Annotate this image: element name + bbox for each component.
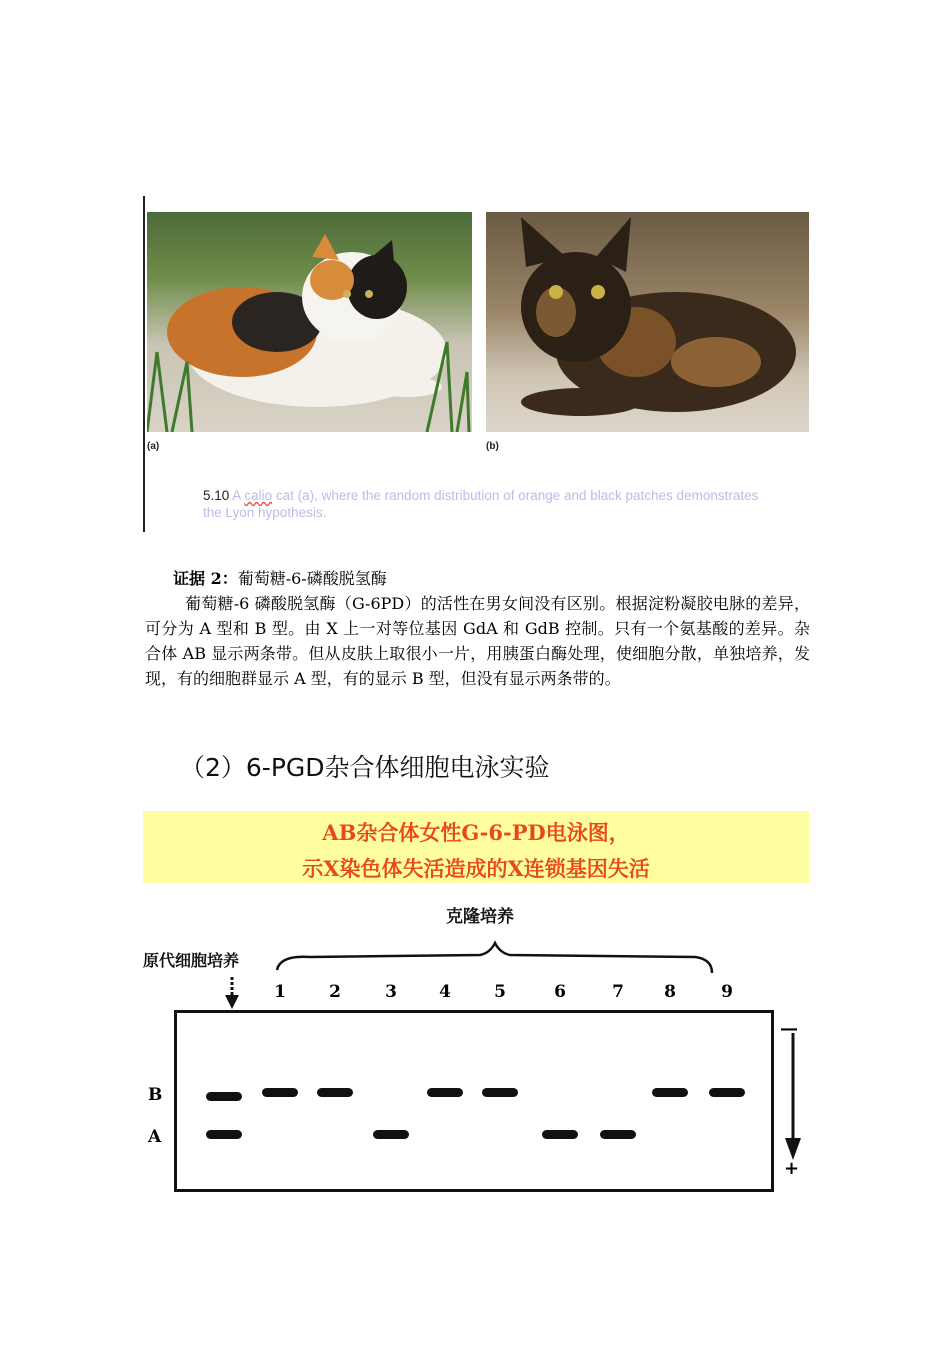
clone-brace [277, 943, 712, 973]
lane-number-2: 2 [329, 982, 341, 1002]
evidence-heading-title: 葡萄糖-6-磷酸脱氢酶 [237, 569, 387, 588]
gel-annotations [140, 925, 780, 1015]
lane-number-6: 6 [554, 982, 566, 1002]
evidence-paragraph: 葡萄糖-6 磷酸脱氢酶（G-6PD）的活性在男女间没有区别。根据淀粉凝胶电脉的差异，可分为 A 型和 B 型。由 X 上一对等位基因 GdA 和 GdB 控制。只有一个氨基酸的差异。杂合体 AB 显示两条带。但从皮肤上取很小一片，用胰蛋白酶处理，使细胞分散，单独培养，发现，有的细胞群显示 A 型，有的显示 B 型，但没有显示两条带的。 [145, 594, 810, 688]
original-culture-label: 原代细胞培养 [143, 951, 240, 970]
photo-b-label: (b) [486, 441, 499, 452]
band-lane-1-b [262, 1088, 298, 1097]
lane-number-4: 4 [439, 982, 451, 1002]
band-lane-6-a [542, 1130, 578, 1139]
row-label-b: B [148, 1085, 163, 1105]
caption-text-post: cat (a), where the random distribution of orange and black patches demonstrates the Lyon hypothesis. [203, 488, 759, 520]
gel-box [174, 1010, 774, 1192]
original-culture-arrow [225, 977, 239, 1009]
photo-a-label: (a) [147, 441, 160, 452]
row-label-a: A [148, 1127, 162, 1147]
positive-pole-sign: + [784, 1158, 800, 1179]
lane-number-1: 1 [274, 982, 286, 1002]
caption-text-misspelled: calio [244, 488, 273, 503]
caption-text-pre: A [232, 488, 245, 503]
band-lane-original-b [206, 1092, 242, 1101]
evidence-heading [173, 566, 387, 589]
gel-title-banner [143, 811, 809, 883]
evidence-heading-bold: 证据 2： [173, 569, 238, 588]
lane-number-8: 8 [664, 982, 676, 1002]
tortoiseshell-cat-illustration [486, 212, 809, 432]
lane-number-9: 9 [721, 982, 733, 1002]
banner-line-2: 示X染色体失活造成的X连锁基因失活 [302, 856, 650, 881]
band-lane-3-a [373, 1130, 409, 1139]
calico-cat-illustration [147, 212, 472, 432]
lane-number-3: 3 [385, 982, 397, 1002]
evidence-paragraph-block [145, 591, 810, 691]
calico-cat-photo [147, 212, 472, 432]
lane-number-7: 7 [612, 982, 624, 1002]
figure-left-rule [143, 196, 145, 532]
banner-line-1: AB杂合体女性G-6-PD电泳图， [322, 820, 630, 845]
lane-number-5: 5 [494, 982, 506, 1002]
band-lane-5-b [482, 1088, 518, 1097]
clone-culture-label: 克隆培养 [446, 907, 514, 927]
band-lane-8-b [652, 1088, 688, 1097]
band-lane-2-b [317, 1088, 353, 1097]
band-lane-9-b [709, 1088, 745, 1097]
negative-pole-sign: — [780, 1018, 798, 1039]
migration-direction-arrow [782, 1028, 804, 1168]
tortoiseshell-cat-photo [486, 212, 809, 432]
band-lane-7-a [600, 1130, 636, 1139]
band-lane-original-a [206, 1130, 242, 1139]
figure-caption [203, 487, 763, 521]
caption-number: 5.10 [203, 488, 230, 503]
section-heading: （2）6-PGD杂合体细胞电泳实验 [180, 753, 550, 782]
band-lane-4-b [427, 1088, 463, 1097]
